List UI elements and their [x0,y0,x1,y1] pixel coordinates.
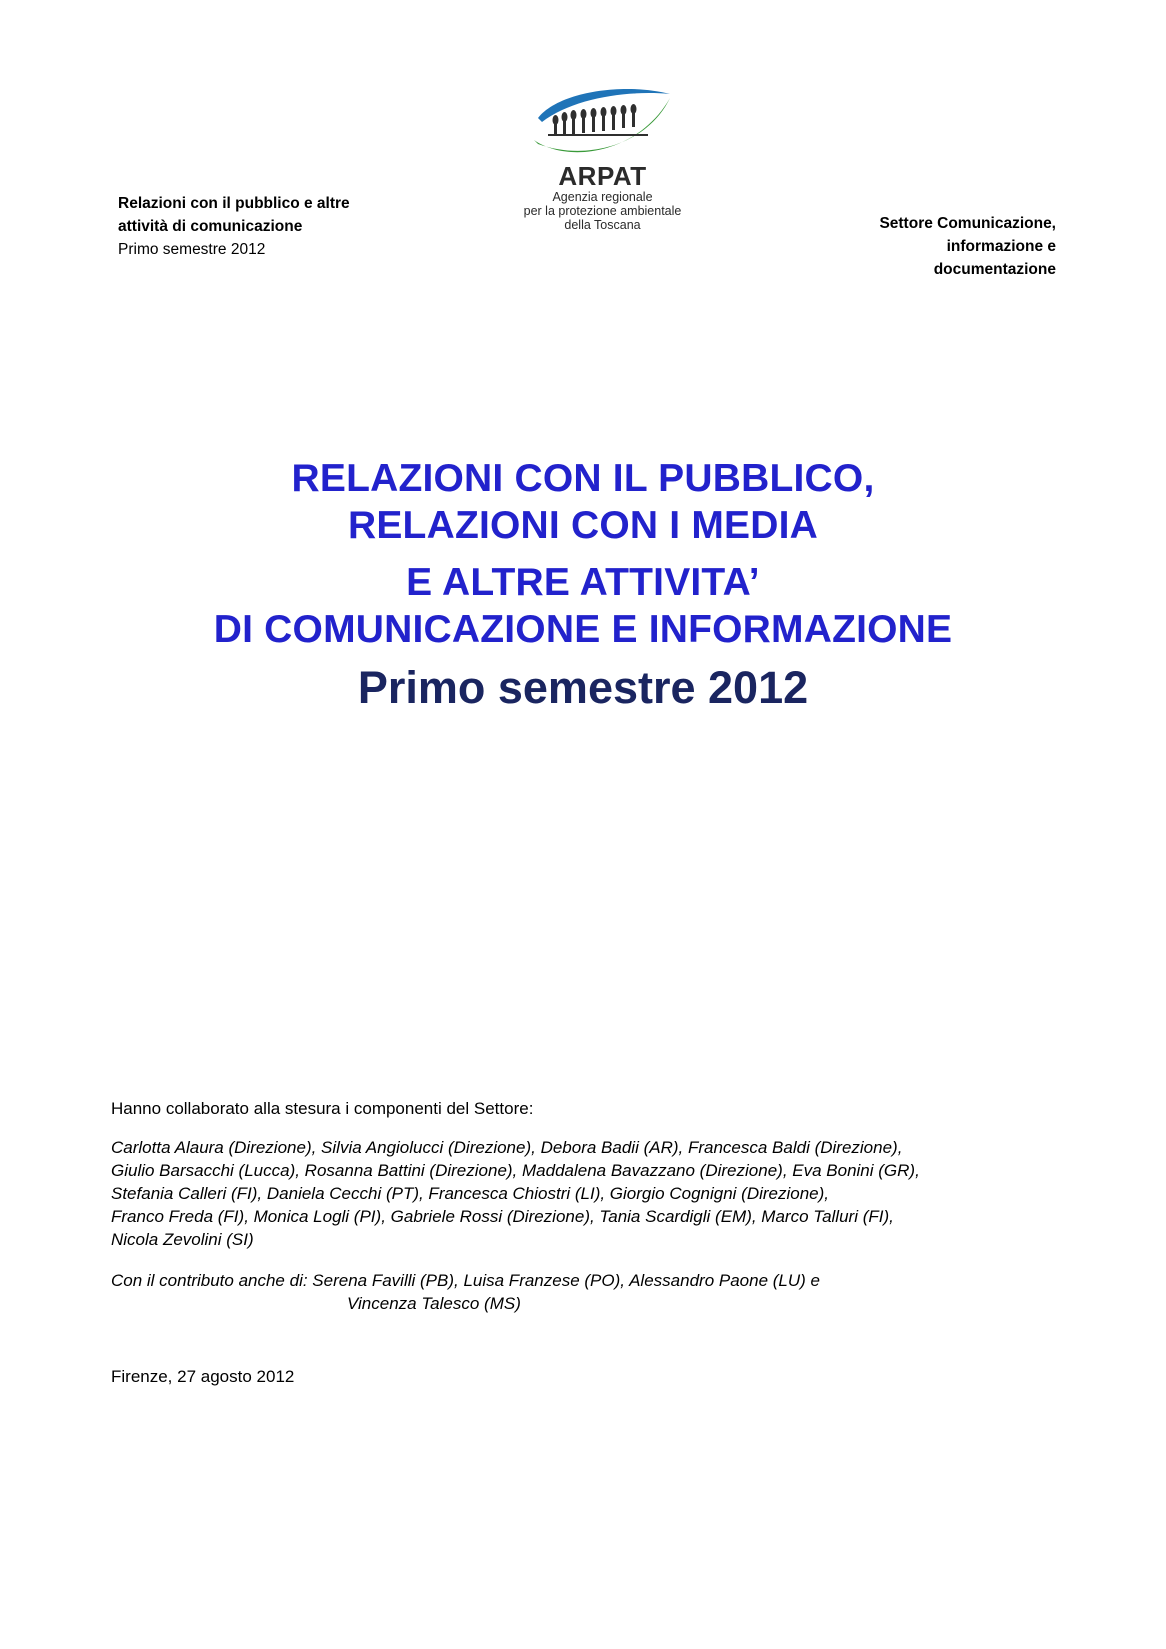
title-line2: RELAZIONI CON I MEDIA [347,504,819,547]
names-line: Carlotta Alaura (Direzione), Silvia Angiolucci (Direzione), Debora Badii (AR), Francesca Baldi (Direzione), [111,1138,903,1157]
logo-sub2: per la protezione ambientale [523,204,682,218]
logo-sub3: della Toscana [564,218,641,232]
credits-section [111,1097,1071,1388]
credits-names [111,1136,1071,1251]
names-line: Stefania Calleri (FI), Daniela Cecchi (PT), Francesca Chiostri (LI), Giorgio Cognigni (Direzione), [111,1184,830,1203]
document-date: Firenze, 27 agosto 2012 [111,1367,295,1386]
title-line1: RELAZIONI CON IL PUBBLICO, [291,457,875,500]
header-right-line2: informazione e [946,238,1056,255]
title-line3: E ALTRE ATTIVITA’ [406,561,760,604]
title-line4: DI COMUNICAZIONE E INFORMAZIONE [213,608,953,651]
names-line: Nicola Zevolini (SI) [111,1230,254,1249]
document-title [0,455,1166,715]
logo-brand: ARPAT [558,161,647,191]
header-left-line3: Primo semestre 2012 [118,241,266,258]
credits-lead: Hanno collaborato alla stesura i componenti del Settore: [111,1099,534,1118]
contrib-line1: Con il contributo anche di: Serena Favilli (PB), Luisa Franzese (PO), Alessandro Paone (LU) e [111,1271,820,1290]
header-left-line1: Relazioni con il pubblico e altre [118,195,350,212]
contrib-line2: Vincenza Talesco (MS) [347,1294,521,1313]
title-period: Primo semestre 2012 [357,662,809,713]
credits-contributors [111,1269,1071,1315]
header-right-line3: documentazione [933,261,1056,278]
names-line: Giulio Barsacchi (Lucca), Rosanna Battini (Direzione), Maddalena Bavazzano (Direzione), Eva Bonini (GR), [111,1161,920,1180]
header-right-line1: Settore Comunicazione, [879,215,1056,232]
logo-sub1: Agenzia regionale [552,190,653,204]
header-right-block [796,212,1056,281]
header-left-line2: attività di comunicazione [118,218,303,235]
names-line: Franco Freda (FI), Monica Logli (PI), Gabriele Rossi (Direzione), Tania Scardigli (EM), Marco Talluri (FI), [111,1207,894,1226]
header-left-block [118,192,438,261]
arpat-emblem-icon [528,82,678,164]
arpat-logo [505,82,700,232]
